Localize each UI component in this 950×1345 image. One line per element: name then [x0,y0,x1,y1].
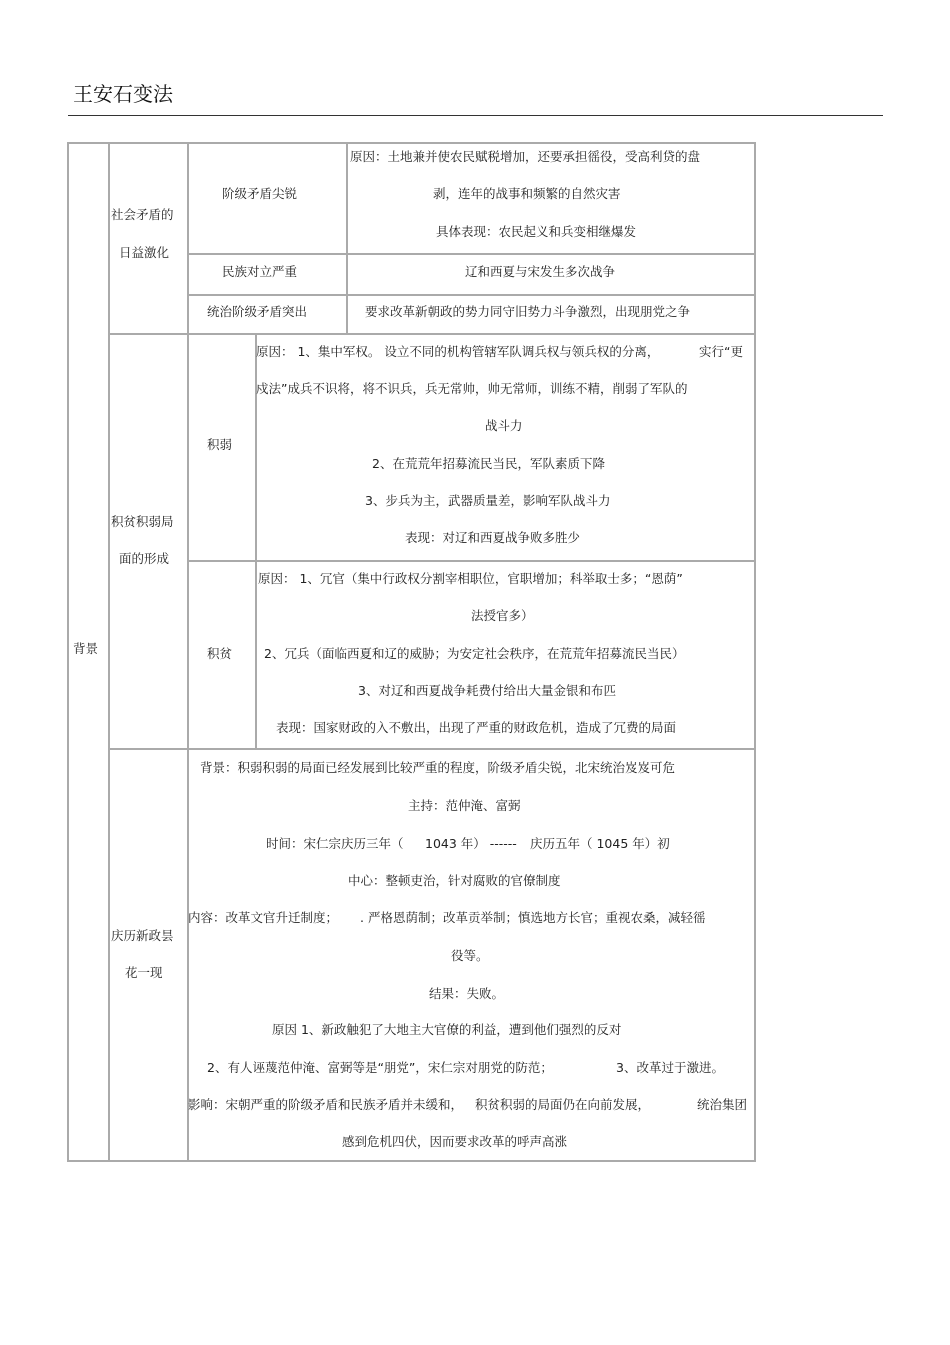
weak-line5: 3、步兵为主，武器质量差，影响军队战斗力 [365,493,611,508]
sec3-line8: 原因 1、新政触犯了大地主大官僚的利益，遭到他们强烈的反对 [272,1022,622,1037]
sec3-line10-mid: 积贫积弱的局面仍在向前发展， [475,1097,651,1112]
row2-content: 辽和西夏与宋发生多次战争 [465,264,616,279]
sec3-line5: 内容：改革文官升迁制度； [188,910,339,925]
weak-label: 积弱 [207,437,233,452]
weak-line6: 表现：对辽和西夏战争败多胜少 [405,530,581,545]
row3-content: 要求改革新朝政的势力同守旧势力斗争激烈，出现朋党之争 [365,304,691,319]
sec3-label-line1: 庆历新政昙 [111,928,174,943]
row3-label: 统治阶级矛盾突出 [207,304,308,319]
sec3-line6: 役等。 [451,948,489,963]
sec1-label-line2: 日益激化 [119,245,170,260]
sec3-line4: 中心：整顿吏治，针对腐败的官僚制度 [348,873,561,888]
sec3-label-line2: 花一现 [125,965,163,980]
sec3-line1: 背景：积弱积弱的局面已经发展到比较严重的程度，阶级矛盾尖锐，北宋统治岌岌可危 [200,760,676,775]
poor-line5: 表现：国家财政的入不敷出，出现了严重的财政危机，造成了冗费的局面 [276,720,677,735]
poor-line1: 原因： 1、冗官（集中行政权分割宰相职位，官职增加；科举取士多；“恩荫” [258,571,683,586]
table-cell-weak-content [255,333,756,562]
poor-label: 积贫 [207,646,233,661]
background-label: 背景 [73,641,99,656]
sec3-line3-tail: 庆历五年（ 1045 年）初 [530,836,670,851]
weak-line2: 戍法”成兵不识将，将不识兵，兵无常帅，帅无常师，训练不精，削弱了军队的 [256,381,688,396]
weak-line3: 战斗力 [485,418,523,433]
weak-line1: 原因： 1、集中军权。 设立不同的机构管辖军队调兵权与领兵权的分离， [256,344,660,359]
poor-line2: 法授官多） [471,608,534,623]
sec3-line11: 感到危机四伏，因而要求改革的呼声高涨 [342,1134,568,1149]
sec3-line9-tail: 3、改革过于激进。 [616,1060,724,1075]
row1-line3: 具体表现：农民起义和兵变相继爆发 [436,224,637,239]
sec3-line5-tail: . 严格恩荫制；改革贡举制；慎选地方长官；重视农桑，减轻徭 [360,910,706,925]
sec3-line2: 主持：范仲淹、富弼 [408,798,521,813]
table-cell-sec1-label [108,142,189,335]
sec3-line3: 时间：宋仁宗庆历三年（ [266,836,404,851]
sec3-line3-year: 1043 年） ------ [425,836,517,851]
poor-line3: 2、冗兵（面临西夏和辽的威胁；为安定社会秩序，在荒荒年招募流民当民） [264,646,685,661]
poor-line4: 3、对辽和西夏战争耗费付给出大量金银和布匹 [358,683,616,698]
row1-label: 阶级矛盾尖锐 [222,186,298,201]
table-cell-sec3-label [108,748,189,1162]
sec1-label-line1: 社会矛盾的 [111,207,174,222]
table-cell-sec2-label [108,333,189,750]
sec3-line10: 影响：宋朝严重的阶级矛盾和民族矛盾并未缓和， [188,1097,464,1112]
weak-line1-tail: 实行“更 [699,344,743,359]
weak-line4: 2、在荒荒年招募流民当民，军队素质下降 [372,456,605,471]
sec3-line10-tail: 统治集团 [697,1097,748,1112]
sec3-line7: 结果：失败。 [429,986,505,1001]
sec3-line9: 2、有人诬蔑范仲淹、富弼等是“朋党”，宋仁宗对朋党的防范； [207,1060,553,1075]
sec2-label-line1: 积贫积弱局 [111,514,174,529]
title-divider [68,115,883,116]
row2-label: 民族对立严重 [222,264,298,279]
sec2-label-line2: 面的形成 [119,551,170,566]
row1-line2: 剥，连年的战事和频繁的自然灾害 [433,186,621,201]
page-title: 王安石变法 [73,82,173,106]
row1-line1: 原因：土地兼并使农民赋税增加，还要承担徭役，受高利贷的盘 [350,149,701,164]
